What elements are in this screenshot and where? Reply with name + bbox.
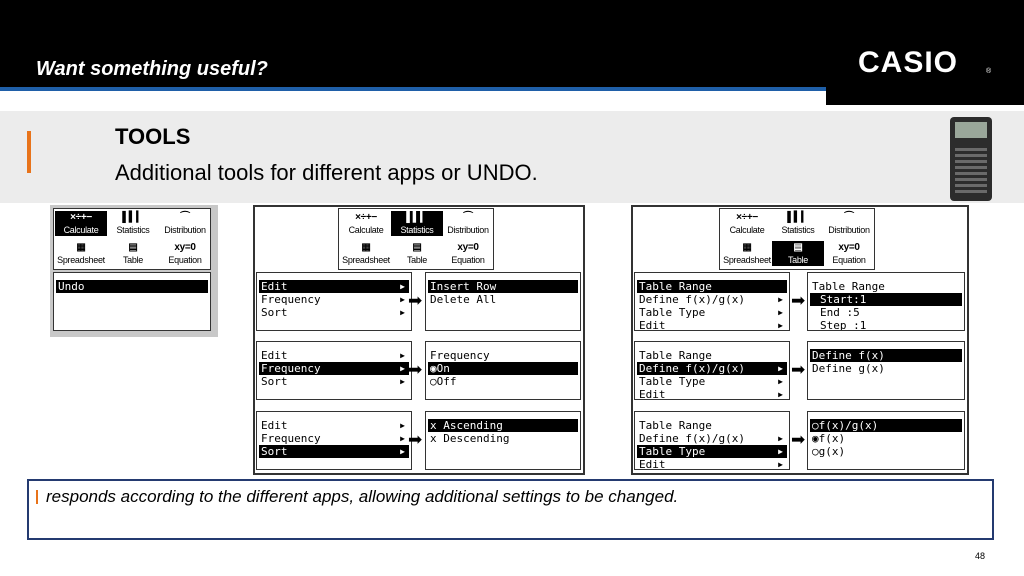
sort-ascending-option[interactable]: x Ascending bbox=[428, 419, 578, 432]
table-tools-range-selected bbox=[634, 272, 790, 331]
menu-item-table-type[interactable]: Table Type ▶ bbox=[637, 445, 787, 458]
radio-checked-icon: ◉ bbox=[812, 432, 819, 445]
menu-item-edit[interactable]: Edit ▶ bbox=[639, 458, 783, 470]
table-range-submenu bbox=[807, 272, 965, 331]
stat-frequency-submenu bbox=[425, 341, 581, 400]
table-start-field[interactable]: Start:1 bbox=[810, 293, 962, 306]
menu-item-define-fg[interactable]: Define f(x)/g(x) ▶ bbox=[637, 362, 787, 375]
right-arrow-icon: ➡ bbox=[791, 291, 806, 310]
app-table[interactable]: ▤ Table bbox=[772, 241, 824, 266]
menu-item-sort[interactable]: Sort ▶ bbox=[259, 445, 409, 458]
menu-item-edit[interactable]: Edit ▶ bbox=[639, 388, 783, 400]
menu-item-table-type[interactable]: Table Type ▶ bbox=[639, 306, 783, 319]
menu-item-table-range[interactable]: Table Range bbox=[639, 419, 712, 432]
app-spreadsheet[interactable]: ▦ Spreadsheet bbox=[723, 242, 771, 265]
type-fg-option[interactable]: ○f(x)/g(x) bbox=[810, 419, 962, 432]
calculator-display bbox=[955, 122, 987, 138]
table-step-field[interactable]: Step :1 bbox=[820, 319, 867, 331]
casio-logo: CASIO bbox=[858, 46, 959, 79]
app-menu-calculate bbox=[53, 208, 211, 270]
calculate-tools-screen bbox=[53, 272, 211, 331]
info-marker bbox=[36, 490, 38, 504]
radio-checked-icon: ◉ bbox=[430, 362, 437, 375]
menu-item-edit[interactable]: Edit ▶ bbox=[261, 349, 405, 362]
app-distribution[interactable]: ⌒ Distribution bbox=[447, 212, 489, 235]
menu-item-table-range[interactable]: Table Range bbox=[637, 280, 787, 293]
define-g-option[interactable]: Define g(x) bbox=[812, 362, 885, 375]
sort-descending-option[interactable]: x Descending bbox=[430, 432, 510, 445]
app-menu-statistics bbox=[338, 208, 494, 270]
info-text: responds according to the different apps, allowing additional settings to be changed. bbox=[46, 487, 679, 506]
stat-tools-frequency-selected bbox=[256, 341, 412, 400]
frequency-on-option[interactable]: ◉On bbox=[428, 362, 578, 375]
header-accent-line bbox=[0, 87, 826, 91]
calculator-icon bbox=[950, 117, 992, 201]
section-subtitle: Additional tools for different apps or UNDO. bbox=[115, 160, 538, 185]
table-type-submenu bbox=[807, 411, 965, 470]
right-arrow-icon: ➡ bbox=[408, 291, 423, 310]
radio-empty-icon: ○ bbox=[812, 445, 819, 458]
app-distribution[interactable]: ⌒ Distribution bbox=[828, 212, 870, 235]
frequency-title: Frequency bbox=[430, 349, 490, 362]
menu-item-frequency[interactable]: Frequency ▶ bbox=[259, 362, 409, 375]
app-table[interactable]: ▤ Table bbox=[122, 242, 144, 265]
menu-item-edit[interactable]: Edit ▶ bbox=[261, 419, 405, 432]
undo-item[interactable]: Undo bbox=[56, 280, 208, 293]
app-menu-table bbox=[719, 208, 875, 270]
app-calculate[interactable]: ×÷+− Calculate bbox=[348, 212, 384, 235]
app-distribution[interactable]: ⌒ Distribution bbox=[164, 212, 206, 235]
right-arrow-icon: ➡ bbox=[408, 430, 423, 449]
menu-item-define-fg[interactable]: Define f(x)/g(x) ▶ bbox=[639, 293, 783, 306]
app-statistics[interactable]: ▌▍▎ Statistics bbox=[391, 211, 443, 236]
menu-item-define-fg[interactable]: Define f(x)/g(x) ▶ bbox=[639, 432, 783, 445]
stat-sort-submenu bbox=[425, 411, 581, 470]
menu-item-table-type[interactable]: Table Type ▶ bbox=[639, 375, 783, 388]
page-number: 48 bbox=[975, 551, 986, 561]
calculator-keypad bbox=[955, 145, 987, 195]
table-end-field[interactable]: End :5 bbox=[820, 306, 860, 319]
section-title: TOOLS bbox=[115, 124, 191, 149]
app-statistics[interactable]: ▌▍▎ Statistics bbox=[116, 212, 150, 235]
menu-item-insert-row[interactable]: Insert Row bbox=[428, 280, 578, 293]
registered-mark: ® bbox=[986, 68, 992, 75]
app-spreadsheet[interactable]: ▦ Spreadsheet bbox=[57, 242, 105, 265]
radio-empty-icon: ○ bbox=[812, 419, 819, 432]
app-calculate[interactable]: ×÷+− Calculate bbox=[55, 211, 107, 236]
stat-tools-sort-selected bbox=[256, 411, 412, 470]
app-equation[interactable]: xy=0 Equation bbox=[168, 242, 202, 265]
app-equation[interactable]: xy=0 Equation bbox=[832, 242, 866, 265]
table-tools-define-selected bbox=[634, 341, 790, 400]
section-marker bbox=[27, 131, 31, 173]
stat-edit-submenu bbox=[425, 272, 581, 331]
menu-item-delete-all[interactable]: Delete All bbox=[430, 293, 497, 306]
type-f-option[interactable]: ◉f(x) bbox=[812, 432, 846, 445]
radio-empty-icon: ○ bbox=[430, 375, 437, 388]
define-f-option[interactable]: Define f(x) bbox=[810, 349, 962, 362]
menu-item-frequency[interactable]: Frequency ▶ bbox=[261, 432, 405, 445]
menu-item-sort[interactable]: Sort ▶ bbox=[261, 375, 405, 388]
table-range-title: Table Range bbox=[812, 280, 885, 293]
menu-item-table-range[interactable]: Table Range bbox=[639, 349, 712, 362]
right-arrow-icon: ➡ bbox=[791, 360, 806, 379]
slide-title: Want something useful? bbox=[36, 58, 268, 80]
app-equation[interactable]: xy=0 Equation bbox=[451, 242, 485, 265]
frequency-off-option[interactable]: ○Off bbox=[430, 375, 457, 388]
app-calculate[interactable]: ×÷+− Calculate bbox=[729, 212, 765, 235]
table-define-submenu bbox=[807, 341, 965, 400]
menu-item-sort[interactable]: Sort ▶ bbox=[261, 306, 405, 319]
app-table[interactable]: ▤ Table bbox=[406, 242, 428, 265]
right-arrow-icon: ➡ bbox=[791, 430, 806, 449]
menu-item-frequency[interactable]: Frequency ▶ bbox=[261, 293, 405, 306]
menu-item-edit[interactable]: Edit ▶ bbox=[259, 280, 409, 293]
header-accent-block bbox=[826, 87, 1024, 105]
stat-tools-edit-selected bbox=[256, 272, 412, 331]
app-spreadsheet[interactable]: ▦ Spreadsheet bbox=[342, 242, 390, 265]
right-arrow-icon: ➡ bbox=[408, 360, 423, 379]
type-g-option[interactable]: ○g(x) bbox=[812, 445, 846, 458]
app-statistics[interactable]: ▌▍▎ Statistics bbox=[781, 212, 815, 235]
table-tools-type-selected bbox=[634, 411, 790, 470]
menu-item-edit[interactable]: Edit ▶ bbox=[639, 319, 783, 331]
